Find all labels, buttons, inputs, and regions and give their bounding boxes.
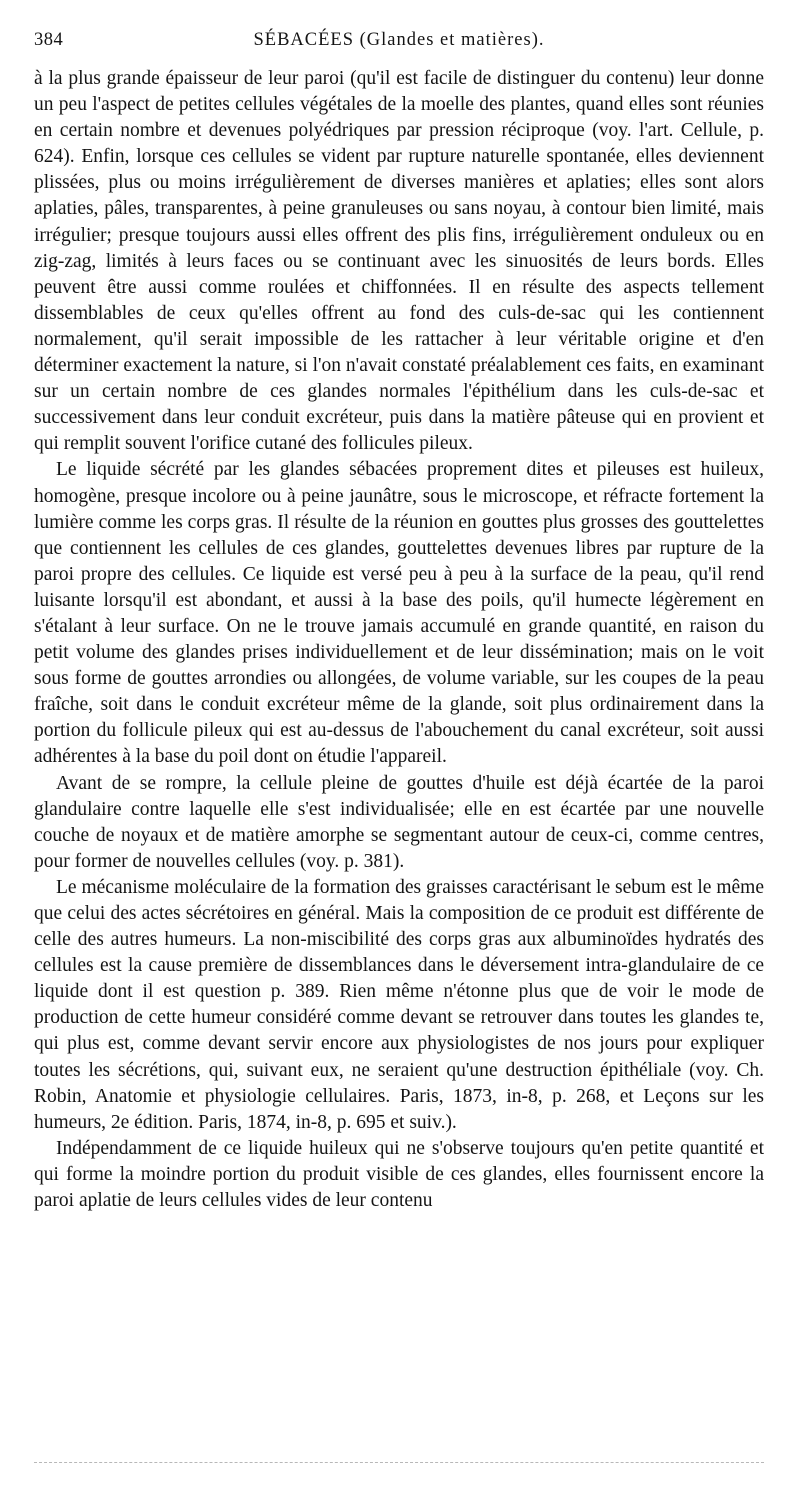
running-title: SÉBACÉES (Glandes et matières). — [253, 30, 545, 50]
paragraph-avant-de-se-rompre: Avant de se rompre, la cellule pleine de gouttes d'huile est déjà écartée de la paroi glandulaire contre laquelle elle s'est individualisée; elle en est écartée par une nouvelle couche de noyaux et de matière amorphe se segmentant autour de ceux-ci, comme centres, pour former de nouvelles cellules (voy. p. 381). — [34, 772, 764, 872]
book-page — [34, 30, 764, 1214]
paragraph-continued: à la plus grande épaisseur de leur paroi (qu'il est facile de distinguer du contenu) leur donne un peu l'aspect de petites cellules végétales de la moelle des plantes, quand elles sont réunies en certain nombre et devenues polyédriques par pression réciproque (voy. l'art. Cellule, p. 624). Enfin, lorsque ces cellules se vident par rupture naturelle spontanée, elles deviennent plissées, plus ou moins irrégulièrement de diverses manières et aplaties; elles sont alors aplaties, pâles, transparentes, à peine granuleuses ou sans noyau, à contour bien limité, mais irrégulier; presque toujours aussi elles offrent des plis fins, irrégulièrement onduleux ou en zig-zag, limités à leurs faces ou se continuant avec les sinuosités de leurs bords. Elles peuvent être aussi comme roulées et chiffonnées. Il en résulte des aspects tellement dissemblables de ceux qu'elles offrent au fond des culs-de-sac qui les contiennent normalement, qu'il serait impossible de les rattacher à leur véritable origine et d'en déterminer exactement la nature, si l'on n'avait constaté préalablement ces faits, en examinant sur un certain nombre de ces glandes normales l'épithélium dans les culs-de-sac et successivement dans leur conduit excréteur, puis dans la matière pâteuse qui en provient et qui remplit souvent l'orifice cutané des follicules pileux. — [34, 68, 764, 455]
page-number: 384 — [34, 30, 64, 50]
paragraph-liquide-secrete: Le liquide sécrété par les glandes sébacées proprement dites et pileuses est huileux, homogène, presque incolore ou à peine jaunâtre, sous le microscope, et réfracte fortement la lumière comme les corps gras. Il résulte de la réunion en gouttes plus grosses des gouttelettes que contiennent les cellules de ces glandes, gouttelettes devenues libres par rupture de la paroi propre des cellules. Ce liquide est versé peu à peu à la surface de la peau, qu'il rend luisante lorsqu'il est abondant, et aussi à la base des poils, qu'il humecte légèrement en s'étalant à leur surface. On ne le trouve jamais accumulé en grande quantité, en raison du petit volume des glandes prises individuellement et de leur dissémination; mais on le voit sous forme de gouttes arrondies ou allongées, de volume variable, sur les coupes de la peau fraîche, soit dans le conduit excréteur même de la glande, soit plus ordinairement dans la portion du follicule pileux qui est au-dessus de l'abouchement du canal excréteur, soit aussi adhérentes à la base du poil dont on étudie l'appareil. — [34, 459, 764, 768]
footer-rule-divider — [34, 1462, 764, 1463]
paragraph-independamment: Indépendamment de ce liquide huileux qui ne s'observe toujours qu'en petite quantité et qui forme la moindre portion du produit visible de ces glandes, elles fournissent encore la paroi aplatie de leurs cellules vides de leur contenu — [34, 1137, 764, 1212]
page-body — [34, 66, 764, 1214]
paragraph-mecanisme-moleculaire: Le mécanisme moléculaire de la formation des graisses caractérisant le sebum est le même que celui des actes sécrétoires en général. Mais la composition de ce produit est différente de celle des autres humeurs. La non-miscibilité des corps gras aux albuminoïdes hydratés des cellules est la cause première de dissemblances dans le déversement intra-glandulaire de ce liquide dont il est question p. 389. Rien même n'étonne plus que de voir le mode de production de cette humeur considéré comme devant se retrouver dans toutes les glandes te, qui plus est, comme devant servir encore aux physiologistes de nos jours pour expliquer toutes les sécrétions, qui, suivant eux, ne seraient qu'une destruction épithéliale (voy. Ch. Robin, Anatomie et physiologie cellulaires. Paris, 1873, in-8, p. 268, et Leçons sur les humeurs, 2e édition. Paris, 1874, in-8, p. 695 et suiv.). — [34, 876, 764, 1133]
running-header — [34, 30, 764, 56]
